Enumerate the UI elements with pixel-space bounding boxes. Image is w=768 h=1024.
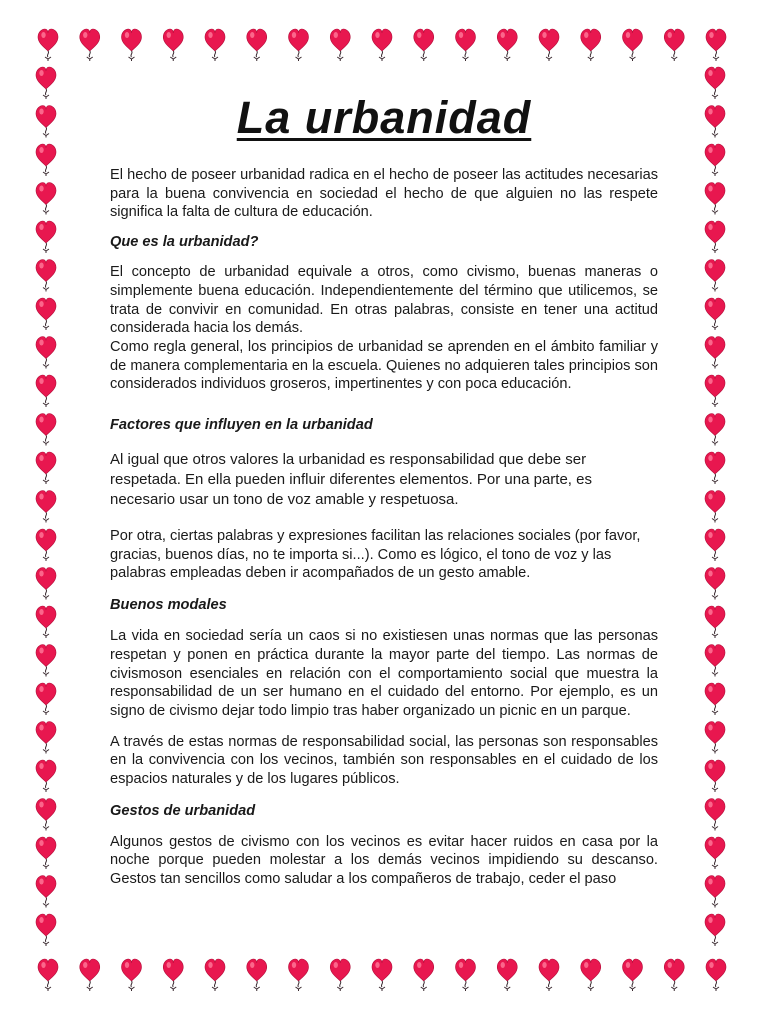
heart-balloon-icon [36, 67, 56, 99]
heart-balloon-icon [36, 606, 56, 638]
heart-balloon-icon [705, 67, 725, 99]
heart-balloon-icon [36, 914, 56, 946]
heart-balloon-icon [330, 29, 350, 61]
heart-balloon-icon [36, 375, 56, 407]
heart-balloon-icon [205, 29, 225, 61]
heart-balloon-icon [705, 260, 725, 292]
heart-balloon-icon [80, 959, 100, 991]
heart-balloon-icon [705, 106, 725, 138]
heart-balloon-icon [36, 183, 56, 215]
expresiones-paragraph: Por otra, ciertas palabras y expresiones facilitan las relaciones sociales (por favor, gracias, buenos días, no te importa si...). Como es lógico, el tono de voz y las palabras empleadas deben ir acompañados de un gesto amable. [110, 528, 641, 582]
heart-balloon-icon [36, 106, 56, 138]
heart-balloon-icon [705, 799, 725, 831]
heart-balloon-icon [36, 876, 56, 908]
heart-balloon-icon [205, 959, 225, 991]
heart-balloon-icon [497, 29, 517, 61]
heart-balloon-icon [36, 529, 56, 561]
heart-balloon-icon [36, 298, 56, 330]
heart-balloon-icon [36, 760, 56, 792]
heart-balloon-icon [38, 29, 58, 61]
heart-balloon-icon [705, 337, 725, 369]
heart-balloon-icon [289, 959, 309, 991]
heart-balloon-icon [705, 144, 725, 176]
heart-balloon-icon [705, 914, 725, 946]
heart-balloon-icon [163, 29, 183, 61]
section-heading-gestos: Gestos de urbanidad [110, 802, 256, 819]
heart-balloon-icon [36, 683, 56, 715]
heart-balloon-icon [705, 221, 725, 253]
document-body [110, 92, 658, 889]
section-heading-factores: Factores que influyen en la urbanidad [110, 417, 373, 434]
page-title: La urbanidad [236, 92, 532, 143]
heart-balloon-icon [163, 959, 183, 991]
heart-balloon-icon [38, 959, 58, 991]
heart-balloon-icon [705, 568, 725, 600]
definition-paragraph: El concepto de urbanidad equivale a otros, como civismo, buenas maneras o simplemente buena educación. Independientemente del término que utilicemos, se trata de convivir en comunidad. En otras palabras, consiste en tener una actitud considerada hacia los demás. [110, 264, 658, 337]
heart-balloon-icon [122, 29, 142, 61]
heart-balloon-icon [705, 529, 725, 561]
heart-balloon-icon [247, 29, 267, 61]
heart-balloon-icon [706, 29, 726, 61]
heart-balloon-icon [36, 722, 56, 754]
heart-balloon-icon [705, 183, 725, 215]
intro-paragraph: El hecho de poseer urbanidad radica en el hecho de poseer las actitudes necesarias para la buena convivencia en sociedad el hecho de que alguien no las respete significa la falta de cultura de educación. [110, 167, 658, 221]
heart-balloon-icon [80, 29, 100, 61]
heart-balloon-icon [36, 799, 56, 831]
heart-balloon-icon [36, 414, 56, 446]
heart-balloon-icon [122, 959, 142, 991]
heart-balloon-icon [36, 645, 56, 677]
heart-balloon-icon [289, 29, 309, 61]
heart-balloon-icon [372, 29, 392, 61]
heart-balloon-icon [456, 959, 476, 991]
heart-balloon-icon [36, 491, 56, 523]
heart-balloon-icon [456, 29, 476, 61]
heart-balloon-icon [414, 959, 434, 991]
section-heading-buenos-modales: Buenos modales [110, 597, 227, 614]
responsabilidad-paragraph: A través de estas normas de responsabilidad social, las personas son responsables en la convivencia con los vecinos, también son responsables en el cuidado de los espacios naturales y de los lugares públicos. [110, 733, 658, 788]
modales-paragraph: La vida en sociedad sería un caos si no existiesen unas normas que las personas respetan y ponen en práctica durante la mayor parte del tiempo. Las normas de civismoson esenciales en relación con el comportamiento social que muestra la responsabilidad de un ser humano en el cuidado del entorno. Por ejemplo, es un signo de civismo dejar todo limpio tras haber organizado un picnic en un parque. [110, 628, 658, 719]
heart-balloon-icon [664, 959, 684, 991]
heart-balloon-icon [372, 959, 392, 991]
heart-balloon-icon [705, 491, 725, 523]
heart-balloon-icon [664, 29, 684, 61]
heart-balloon-icon [705, 375, 725, 407]
heart-balloon-icon [705, 606, 725, 638]
heart-balloon-icon [330, 959, 350, 991]
heart-balloon-icon [581, 959, 601, 991]
general-rule-paragraph: Como regla general, los principios de urbanidad se aprenden en el ámbito familiar y de manera complementaria en la escuela. Quienes no adquieren tales principios son considerados individuos groseros, impertinentes y con poca educación. [110, 338, 658, 393]
heart-balloon-icon [247, 959, 267, 991]
heart-balloon-icon [705, 452, 725, 484]
heart-balloon-icon [36, 337, 56, 369]
heart-balloon-icon [623, 959, 643, 991]
heart-balloon-icon [705, 876, 725, 908]
heart-balloon-icon [705, 722, 725, 754]
section-heading-que-es: Que es la urbanidad? [110, 234, 259, 251]
heart-balloon-icon [36, 260, 56, 292]
heart-balloon-icon [705, 837, 725, 869]
heart-balloon-icon [539, 959, 559, 991]
heart-balloon-icon [36, 452, 56, 484]
heart-balloon-icon [581, 29, 601, 61]
heart-balloon-icon [705, 760, 725, 792]
heart-balloon-icon [414, 29, 434, 61]
heart-balloon-icon [705, 414, 725, 446]
heart-balloon-icon [706, 959, 726, 991]
heart-balloon-icon [623, 29, 643, 61]
heart-balloon-icon [705, 683, 725, 715]
heart-balloon-icon [539, 29, 559, 61]
heart-balloon-icon [36, 144, 56, 176]
factores-paragraph: Al igual que otros valores la urbanidad es responsabilidad que debe ser respetada. En ella pueden influir diferentes elementos. Por una parte, es necesario usar un tono de voz amable y respetuosa. [110, 451, 592, 509]
heart-balloon-icon [36, 221, 56, 253]
heart-balloon-icon [705, 645, 725, 677]
heart-balloon-icon [497, 959, 517, 991]
gestos-paragraph: Algunos gestos de civismo con los vecinos es evitar hacer ruidos en casa por la noche porque pueden molestar a los demás vecinos impidiendo su descanso. Gestos tan sencillos como saludar a los compañeros de trabajo, ceder el paso [110, 833, 658, 888]
heart-balloon-icon [705, 298, 725, 330]
heart-balloon-icon [36, 568, 56, 600]
heart-balloon-icon [36, 837, 56, 869]
